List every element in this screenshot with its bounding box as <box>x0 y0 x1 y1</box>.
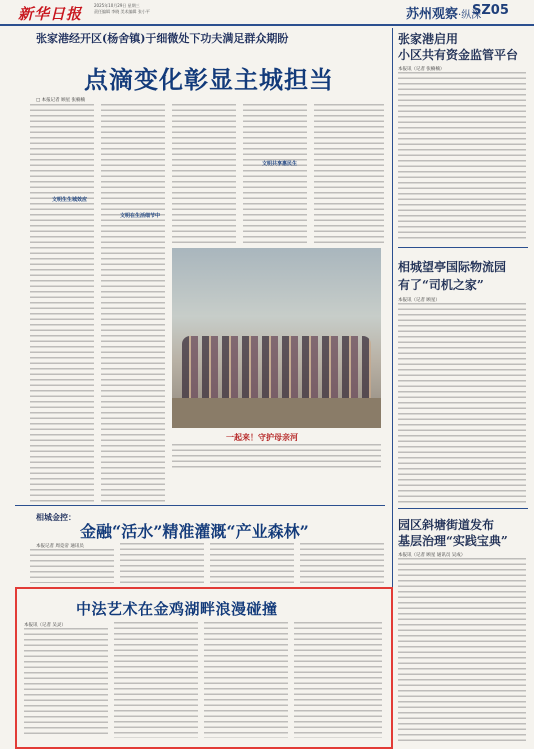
article-b-kicker: 相城金控： <box>36 512 76 522</box>
right-b-body <box>398 303 526 503</box>
right-a-title-2: 小区共有资金监管平台 <box>398 48 519 62</box>
newspaper-logo: 新华日报 <box>18 5 83 23</box>
photo-ground <box>172 398 381 428</box>
article-a-col4 <box>243 104 307 244</box>
article-b-divider <box>15 505 385 506</box>
article-c-col2 <box>114 622 198 738</box>
article-a-subhead-2: 文明在生活细节中 <box>120 213 161 219</box>
photo-people <box>182 336 371 400</box>
article-a-col3 <box>172 104 236 244</box>
right-b-divider <box>398 508 528 509</box>
right-c-title-1: 园区斜塘街道发布 <box>398 518 495 532</box>
right-b-byline: 本报讯（记者 顾星） <box>398 298 440 303</box>
photo-caption-text <box>172 444 381 468</box>
article-a-col2 <box>101 104 165 504</box>
article-b-col3 <box>210 543 294 583</box>
right-a-title-1: 张家港启用 <box>398 32 459 46</box>
article-a-byline: □ 本报记者 顾星 张楠楠 <box>36 98 86 103</box>
right-a-byline: 本报讯（记者 张楠楠） <box>398 67 445 72</box>
right-b-title-1: 相城望亭国际物流园 <box>398 260 507 274</box>
right-c-body <box>398 558 526 744</box>
article-c-col1 <box>24 628 108 738</box>
article-c-title: 中法艺术在金鸡湖畔浪漫碰撞 <box>76 600 278 618</box>
article-c-byline: 本报讯（记者 吴灵） <box>24 623 66 628</box>
masthead-meta <box>94 3 150 15</box>
masthead <box>0 0 534 26</box>
masthead-date: 2025年10月29日 星期三 <box>94 3 140 8</box>
right-c-byline: 本报讯（记者 顾星 通讯员 吴成） <box>398 553 466 558</box>
article-b-col2 <box>120 543 204 583</box>
page-number: SZ05 <box>472 3 509 18</box>
article-a-col1 <box>30 104 94 504</box>
article-a-subhead-3: 文明共享惠民生 <box>262 161 298 167</box>
article-c-col3 <box>204 622 288 738</box>
section-subtitle: ·纵深 <box>458 10 482 21</box>
right-a-divider <box>398 247 528 248</box>
masthead-editors: 责任编辑 李晓 美术编辑 张小平 <box>94 9 150 14</box>
article-b-title: 金融“活水”精准灌溉“产业森林” <box>80 522 309 541</box>
photo-caption-title: 一起来！守护母亲河 <box>226 433 298 442</box>
article-a-col5 <box>314 104 384 244</box>
article-a-title: 点滴变化彰显主城担当 <box>84 65 334 94</box>
article-a-subhead-1: 文明生生城效应 <box>52 197 88 203</box>
section-title: 苏州观察 <box>406 7 459 22</box>
article-b-col4 <box>300 543 384 583</box>
article-a-kicker: 张家港经开区(杨舍镇)于细微处下功夫满足群众期盼 <box>36 32 289 45</box>
article-a-photo <box>172 248 381 428</box>
article-b-byline: 本报记者 周竞帝 通讯员 <box>36 544 84 549</box>
section-name <box>406 3 481 22</box>
right-b-title-2: 有了“司机之家” <box>398 278 484 292</box>
right-c-title-2: 基层治理“实践宝典” <box>398 534 508 548</box>
article-c-col4 <box>294 622 382 738</box>
article-b-col1 <box>30 549 114 583</box>
right-a-body <box>398 72 526 242</box>
